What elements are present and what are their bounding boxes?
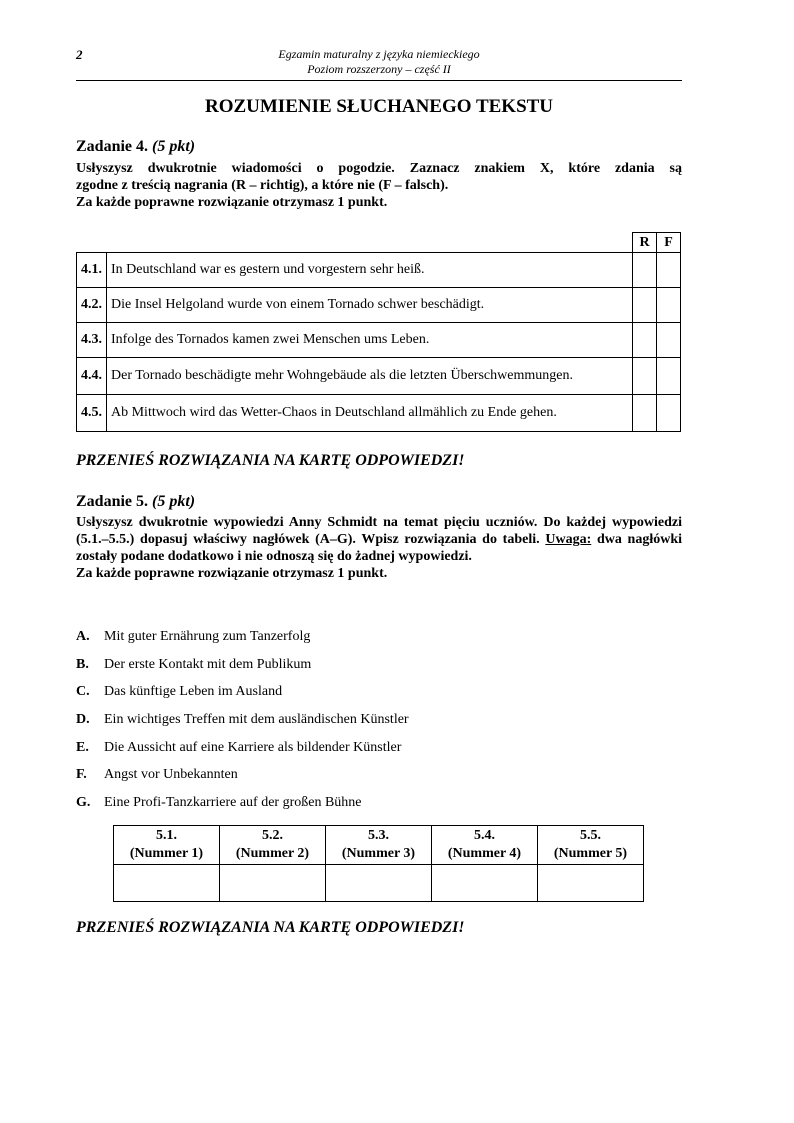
list-item: B. Der erste Kontakt mit dem Publikum [76,656,312,672]
transfer-note-2: PRZENIEŚ ROZWIĄZANIA NA KARTĘ ODPOWIEDZI! [76,919,465,936]
uwaga-label: Uwaga: [545,532,592,547]
table-row: 4.1. In Deutschland war es gestern und vorgestern sehr heiß. [77,253,681,288]
list-item: G. Eine Profi-Tanzkarriere auf der großen Bühne [76,794,362,810]
answer-cell-r[interactable] [633,323,657,358]
list-item: A. Mit guter Ernährung zum Tanzerfolg [76,628,311,644]
column-header: 5.3. (Nummer 3) [326,826,432,865]
page-header [76,47,682,81]
task5-title: Zadanie 5. (5 pkt) [76,493,196,510]
task4-points: (5 pkt) [152,138,196,155]
header-line-1: Egzamin maturalny z języka niemieckiego [278,47,480,61]
column-header: 5.2. (Nummer 2) [220,826,326,865]
task4-instructions: Usłyszysz dwukrotnie wiadomości o pogodzie. Zaznacz znakiem X, które zdania są zgodne z treścią nagrania (R – richtig), a które nie (F – falsch). Za każde poprawne rozwiązanie otrzymasz 1 punkt. [76,161,682,210]
transfer-note-1: PRZENIEŚ ROZWIĄZANIA NA KARTĘ ODPOWIEDZI! [76,452,465,469]
list-item: F. Angst vor Unbekannten [76,767,238,783]
table-row: 4.2. Die Insel Helgoland wurde von einem Tornado schwer beschädigt. [77,288,681,323]
table-row: 4.3. Infolge des Tornados kamen zwei Menschen ums Leben. [77,323,681,358]
column-header: 5.1. (Nummer 1) [114,826,220,865]
answer-cell-r[interactable] [633,358,657,395]
list-item: E. Die Aussicht auf eine Karriere als bildender Künstler [76,739,402,755]
column-header: 5.5. (Nummer 5) [538,826,644,865]
answer-cell[interactable] [326,865,432,902]
column-f-header: F [657,233,681,253]
page-number: 2 [76,47,83,62]
answer-cell-f[interactable] [657,253,681,288]
headline-options [76,623,682,817]
column-header: 5.4. (Nummer 4) [432,826,538,865]
task4-table [76,232,681,432]
answer-cell[interactable] [220,865,326,902]
answer-cell-f[interactable] [657,288,681,323]
column-r-header: R [633,233,657,253]
task5-points: (5 pkt) [152,493,196,510]
answer-cell[interactable] [114,865,220,902]
table-row: 4.5. Ab Mittwoch wird das Wetter-Chaos in Deutschland allmählich zu Ende gehen. [77,395,681,432]
answer-cell[interactable] [432,865,538,902]
list-item: C. Das künftige Leben im Ausland [76,684,283,700]
answer-cell-f[interactable] [657,323,681,358]
header-line-2: Poziom rozszerzony – część II [307,62,451,76]
section-title: ROZUMIENIE SŁUCHANEGO TEKSTU [204,96,554,117]
task5-answer-table [113,825,644,902]
answer-cell[interactable] [538,865,644,902]
table-row: 4.4. Der Tornado beschädigte mehr Wohngebäude als die letzten Überschwemmungen. [77,358,681,395]
answer-cell-r[interactable] [633,253,657,288]
answer-cell-r[interactable] [633,288,657,323]
answer-cell-f[interactable] [657,358,681,395]
list-item: D. Ein wichtiges Treffen mit dem ausländischen Künstler [76,711,409,727]
answer-cell-f[interactable] [657,395,681,432]
task5-instructions: Usłyszysz dwukrotnie wypowiedzi Anny Schmidt na temat pięciu uczniów. Do każdej wypowiedzi (5.1.–5.5.) dopasuj właściwy nagłówek (A–G). Wpisz rozwiązania do tabeli. Uwaga: dwa nagłówki zostały podane dodatkowo i nie odnoszą się do żadnej wypowiedzi. Za każde poprawne rozwiązanie otrzymasz 1 punkt. [76,515,683,581]
answer-cell-r[interactable] [633,395,657,432]
task4-title: Zadanie 4. (5 pkt) [76,138,196,155]
